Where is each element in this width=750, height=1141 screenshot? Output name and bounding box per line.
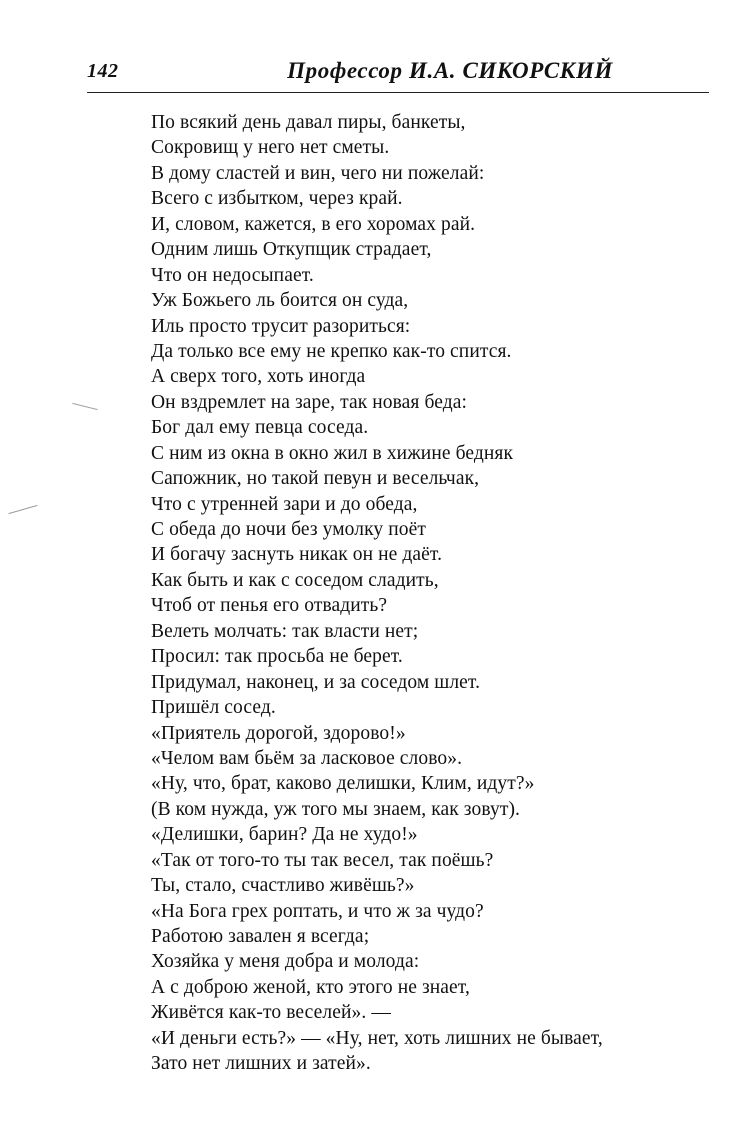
poem-line: А с доброю женой, кто этого не знает, <box>151 976 470 998</box>
poem-text <box>151 110 711 1077</box>
poem-line: «Приятель дорогой, здорово!» <box>151 722 406 744</box>
poem-line: По всякий день давал пиры, банкеты, <box>151 112 466 133</box>
poem-line: Как быть и как с соседом сладить, <box>151 569 439 591</box>
poem-line: «На Бога грех роптать, и что ж за чудо? <box>151 900 484 922</box>
poem-line: (В ком нужда, уж того мы знаем, как зовут). <box>151 798 521 820</box>
poem-line: Сапожник, но такой певун и весельчак, <box>151 468 480 490</box>
poem-line: Одним лишь Откупщик страдает, <box>151 239 432 261</box>
poem-line: Что с утренней зари и до обеда, <box>151 493 418 515</box>
poem-line: Уж Божьего ль боится он суда, <box>151 290 409 312</box>
poem-line: «Делишки, барин? Да не худо!» <box>151 824 418 846</box>
poem-line: Пришёл сосед. <box>151 697 276 719</box>
poem-line: Бог дал ему певца соседа. <box>151 417 369 439</box>
poem-line: Зато нет лишних и затей». <box>151 1053 371 1075</box>
poem-line: Сокровищ у него нет сметы. <box>151 137 390 159</box>
poem-line: «И деньги есть?» — «Ну, нет, хоть лишних не бывает, <box>151 1027 603 1049</box>
poem-line: Придумал, наконец, и за соседом шлет. <box>151 671 481 693</box>
margin-pencil-mark <box>72 403 97 410</box>
poem-line: С ним из окна в окно жил в хижине бедняк <box>151 442 514 464</box>
poem-line: Да только все ему не крепко как-то спится. <box>151 340 512 362</box>
poem-line: А сверх того, хоть иногда <box>151 366 366 388</box>
poem-line: «Ну, что, брат, каково делишки, Клим, идут?» <box>151 773 535 795</box>
poem-line: Он вздремлет на заре, так новая беда: <box>151 391 468 413</box>
poem-line: И, словом, кажется, в его хоромах рай. <box>151 213 476 235</box>
poem-line: Хозяйка у меня добра и молода: <box>151 951 420 973</box>
poem-line: В дому сластей и вин, чего ни пожелай: <box>151 162 485 184</box>
poem-line: «Так от того-то ты так весел, так поёшь? <box>151 849 494 871</box>
poem-line: Работою завален я всегда; <box>151 926 370 947</box>
poem-line: Просил: так просьба не берет. <box>151 646 403 668</box>
page-header <box>87 58 709 93</box>
poem-line: Чтоб от пенья его отвадить? <box>151 595 388 617</box>
poem-line: Иль просто трусит разориться: <box>151 315 411 337</box>
poem-line: С обеда до ночи без умолку поёт <box>151 519 426 540</box>
poem-line: Ты, стало, счастливо живёшь?» <box>151 875 415 897</box>
poem-line: Что он недосыпает. <box>151 264 314 286</box>
poem-line: Живётся как-то веселей». — <box>151 1002 391 1024</box>
poem-line: Всего с избытком, через край. <box>151 188 403 210</box>
poem-line: Велеть молчать: так власти нет; <box>151 620 419 642</box>
running-title: Профессор И.А. СИКОРСКИЙ <box>287 58 613 83</box>
poem-line: И богачу заснуть никак он не даёт. <box>151 544 443 566</box>
poem-line: «Челом вам бьём за ласковое слово». <box>151 747 463 769</box>
page-number: 142 <box>87 60 119 82</box>
margin-pencil-mark <box>8 505 37 514</box>
